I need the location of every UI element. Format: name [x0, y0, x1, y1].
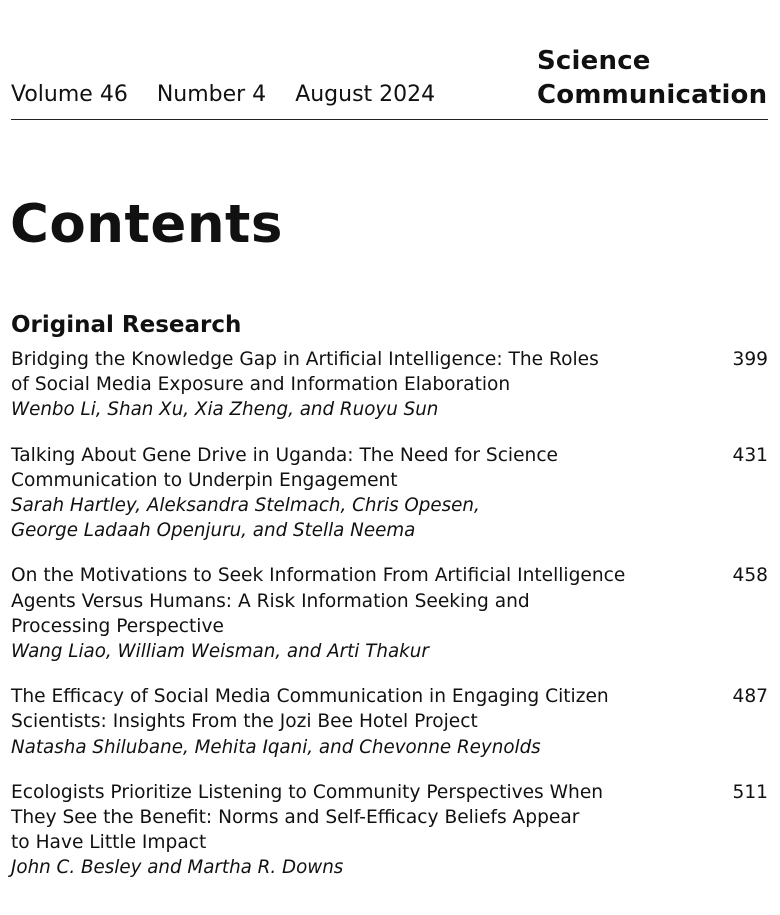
toc-entry[interactable]	[11, 347, 768, 423]
article-title-line: Processing Perspective	[11, 615, 224, 637]
article-authors-line: Wenbo Li, Shan Xu, Xia Zheng, and Ruoyu Sun	[11, 399, 439, 421]
article-title	[11, 780, 691, 856]
toc-entry[interactable]	[11, 684, 768, 760]
article-title-line: Talking About Gene Drive in Uganda: The Need for Science	[11, 444, 558, 466]
toc-entry[interactable]	[11, 443, 768, 544]
article-title-line: The Efficacy of Social Media Communication in Engaging Citizen	[11, 686, 609, 708]
toc-entry[interactable]	[11, 563, 768, 664]
page-number: 431	[732, 444, 768, 466]
header-divider	[11, 119, 768, 120]
journal-name-line1: Science	[537, 46, 651, 76]
page-title: Contents	[10, 194, 283, 255]
article-authors	[11, 493, 768, 543]
journal-name-line2: Communication	[537, 80, 768, 110]
page-number: 399	[732, 349, 768, 370]
article-authors-line: Natasha Shilubane, Mehita Iqani, and Chevonne Reynolds	[11, 736, 541, 758]
page-number: 487	[732, 686, 768, 708]
article-title-line: to Have Little Impact	[11, 832, 207, 854]
article-title-line: Bridging the Knowledge Gap in Artificial Intelligence: The Roles	[11, 349, 599, 370]
journal-name	[537, 44, 767, 112]
article-title-line: Ecologists Prioritize Listening to Community Perspectives When	[11, 781, 604, 803]
article-title	[11, 443, 691, 493]
toc-entry[interactable]	[11, 780, 768, 881]
article-title	[11, 347, 691, 397]
number-label: Number 4	[156, 82, 267, 107]
article-title-line: On the Motivations to Seek Information From Artificial Intelligence	[11, 565, 626, 587]
article-authors	[11, 855, 768, 880]
page-number: 511	[732, 781, 768, 803]
table-of-contents	[11, 347, 768, 901]
article-authors	[11, 735, 768, 760]
article-title-line: Agents Versus Humans: A Risk Information Seeking and	[11, 590, 530, 612]
issue-info	[11, 80, 435, 110]
article-authors-line: Wang Liao, William Weisman, and Arti Thakur	[11, 641, 429, 663]
article-authors-line: John C. Besley and Martha R. Downs	[11, 857, 344, 879]
volume-label: Volume 46	[11, 82, 128, 107]
article-authors-line: George Ladaah Openjuru, and Stella Neema	[11, 520, 416, 542]
article-title	[11, 684, 691, 734]
section-heading: Original Research	[11, 312, 242, 338]
article-title-line: Scientists: Insights From the Jozi Bee Hotel Project	[11, 711, 478, 733]
article-title-line: of Social Media Exposure and Information Elaboration	[11, 374, 511, 396]
date-label: August 2024	[295, 82, 436, 107]
article-title	[11, 563, 691, 639]
article-title-line: They See the Benefit: Norms and Self-Efficacy Beliefs Appear	[11, 807, 580, 829]
article-title-line: Communication to Underpin Engagement	[11, 469, 398, 491]
article-authors-line: Sarah Hartley, Aleksandra Stelmach, Chris Opesen,	[11, 495, 480, 517]
article-authors	[11, 397, 768, 422]
page-number: 458	[732, 565, 768, 587]
article-authors	[11, 639, 768, 664]
